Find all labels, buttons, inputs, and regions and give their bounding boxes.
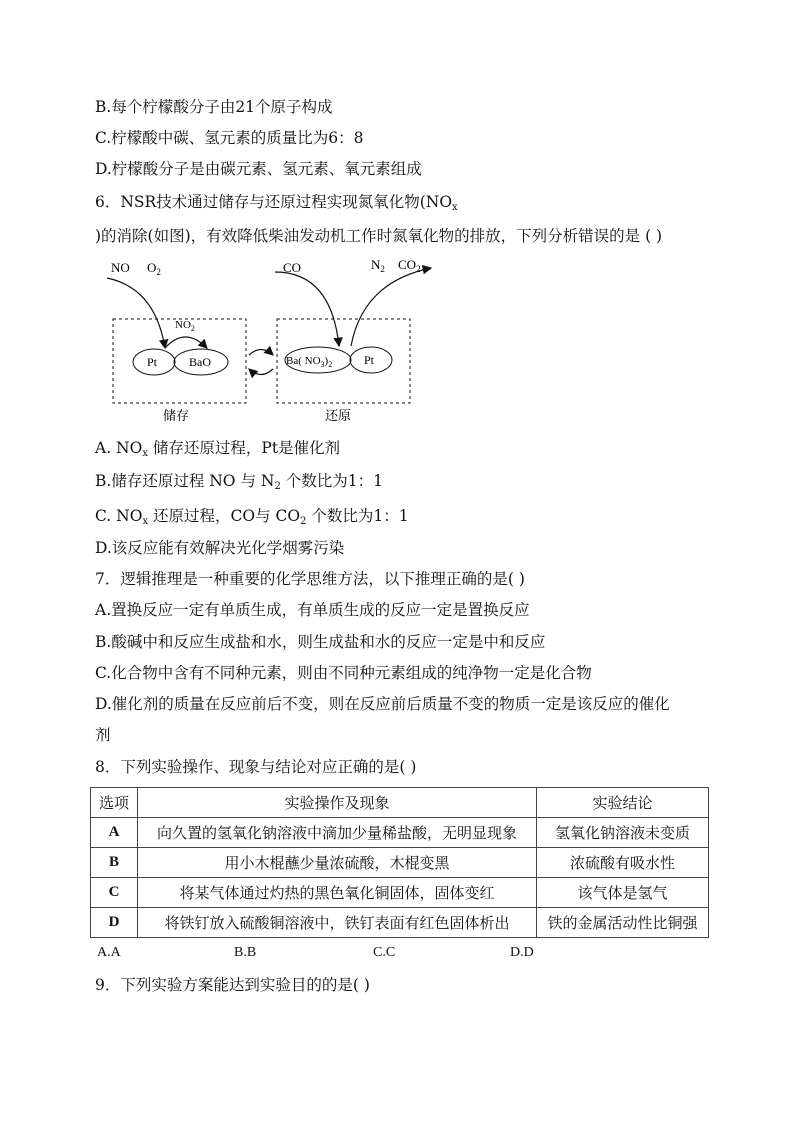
q6-stem-line2: )的消除(如图)，有效降低柴油发动机工作时氮氧化物的排放，下列分析错误的是 ( ) — [95, 227, 663, 245]
q8-choice-b: B.B — [234, 945, 257, 960]
cycle-arrow-right — [249, 350, 273, 356]
q6-option-b: B.储存还原过程 NO 与 $N_2$ 个数比为1：1 — [95, 472, 383, 492]
table-cell: 氢氧化钠溶液未变质 — [537, 818, 709, 848]
q5-option-b: B.每个柠檬酸分子由21个原子构成 — [95, 98, 333, 116]
q7-option-d-line2: 剂 — [95, 726, 111, 744]
q7-option-a: A.置换反应一定有单质生成，有单质生成的反应一定是置换反应 — [95, 601, 530, 619]
label-pt-2: Pt — [364, 353, 375, 367]
table-cell: B — [91, 848, 138, 878]
arrow-products-out — [351, 268, 431, 346]
table-cell: 用小木棍蘸少量浓硫酸，木棍变黑 — [138, 848, 537, 878]
label-storage: 储存 — [163, 408, 190, 423]
table-cell: 向久置的氢氧化钠溶液中滴加少量稀盐酸，无明显现象 — [138, 818, 537, 848]
q6-option-c: C. $NO_x$ 还原过程，CO与 $CO_2$ 个数比为1：1 — [95, 507, 409, 527]
table-cell: A — [91, 818, 138, 848]
label-n2: $N_2$ — [371, 257, 385, 274]
label-reduction: 还原 — [325, 408, 352, 423]
q6-option-a: A. $NO_x$ 储存还原过程，Pt是催化剂 — [95, 439, 341, 459]
q6-option-d: D.该反应能有效解决光化学烟雾污染 — [95, 539, 345, 557]
q8-choice-c: C.C — [373, 945, 396, 960]
q7-stem: 7．逻辑推理是一种重要的化学思维方法，以下推理正确的是( ) — [95, 570, 525, 588]
table-cell: 将铁钉放入硫酸铜溶液中，铁钉表面有红色固体析出 — [138, 908, 537, 938]
table-cell: 铁的金属活动性比铜强 — [537, 908, 709, 938]
table-row — [91, 848, 709, 878]
label-co2: $CO_2$ — [398, 257, 421, 274]
table-cell: 该气体是氢气 — [537, 878, 709, 908]
table-header: 实验结论 — [537, 788, 709, 818]
label-co: CO — [283, 260, 302, 275]
table-cell: 将某气体通过灼热的黑色氧化铜固体，固体变红 — [138, 878, 537, 908]
q5-option-c: C.柠檬酸中碳、氢元素的质量比为6：8 — [95, 129, 364, 147]
label-bao: BaO — [189, 355, 211, 369]
table-header: 选项 — [91, 788, 138, 818]
cycle-arrow-left — [249, 369, 273, 375]
table-cell: C — [91, 878, 138, 908]
q8-choice-d: D.D — [510, 945, 534, 960]
arrow-to-pt — [107, 278, 165, 348]
nsr-diagram — [95, 252, 455, 427]
table-row — [91, 818, 709, 848]
table-header: 实验操作及现象 — [138, 788, 537, 818]
q5-option-d: D.柠檬酸分子是由碳元素、氢元素、氧元素组成 — [95, 160, 422, 178]
q8-stem: 8．下列实验操作、现象与结论对应正确的是( ) — [95, 758, 417, 776]
label-ba-no3: Ba( $NO_3)_2$ — [286, 355, 333, 369]
q8-table — [90, 787, 709, 938]
q6-stem-line1: 6．NSR技术通过储存与还原过程实现氮氧化物($NO_x$ — [95, 193, 458, 213]
q7-option-d-line1: D.催化剂的质量在反应前后不变，则在反应前后质量不变的物质一定是该反应的催化 — [95, 695, 670, 713]
label-no: NO — [111, 260, 130, 275]
label-pt: Pt — [147, 355, 158, 369]
table-cell: 浓硫酸有吸水性 — [537, 848, 709, 878]
table-header-row — [91, 788, 709, 818]
arrow-co-in — [275, 272, 339, 346]
arrow-pt-to-bao — [165, 337, 207, 348]
q7-option-c: C.化合物中含有不同种元素，则由不同种元素组成的纯净物一定是化合物 — [95, 664, 592, 682]
q9-stem: 9．下列实验方案能达到实验目的的是( ) — [95, 976, 370, 994]
table-cell: D — [91, 908, 138, 938]
q7-option-b: B.酸碱中和反应生成盐和水，则生成盐和水的反应一定是中和反应 — [95, 633, 546, 651]
table-row — [91, 878, 709, 908]
label-o2: $O_2$ — [147, 260, 161, 277]
table-row — [91, 908, 709, 938]
label-no2: $NO_2$ — [175, 319, 195, 333]
q8-choice-a: A.A — [97, 945, 121, 960]
